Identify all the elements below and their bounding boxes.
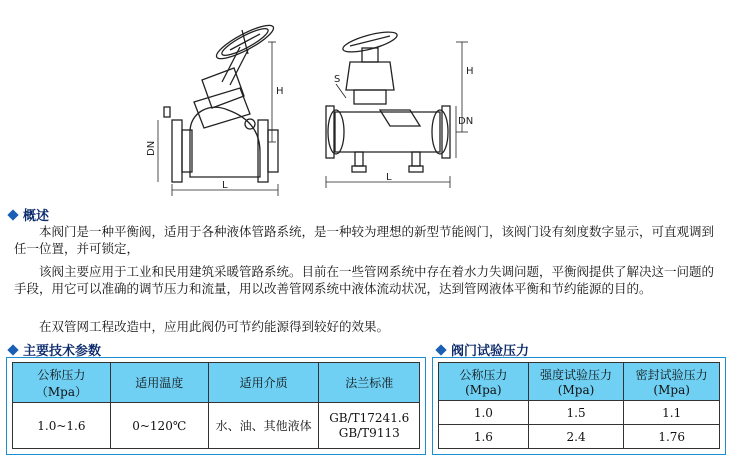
valve-drawing	[146, 2, 620, 202]
overview-paragraph-3: 在双管网工程改造中，应用此阀仍可节约能源得到较好的效果。	[39, 319, 390, 334]
left-h-label: H	[276, 86, 284, 97]
test-header-nominal: 公称压力 (Mpa)	[439, 363, 529, 401]
table-row-1-nominal: 1.0	[439, 401, 529, 425]
specs-cell-medium: 水、油、其他液体	[208, 403, 319, 449]
right-l-label: L	[386, 172, 392, 183]
overview-paragraph-1: 本阀门是一种平衡阀，适用于各种液体管路系统，是一种较为理想的新型节能阀门，该阀门设有刻度数字显示，可直观调到任一位置，并可锁定，	[14, 224, 715, 256]
overview-paragraph-2: 该阀主要应用于工业和民用建筑采暖管路系统。目前在一些管网系统中存在着水力失调问题，平衡阀提供了解决这一问题的手段，用它可以准确的调节压力和流量，用以改善管网系统中液体流动状况，达到管网液体平衡和节约能源的目的。	[14, 264, 715, 296]
table-row-1-strength: 1.5	[528, 401, 624, 425]
specs-cell-flange: GB/T17241.6 GB/T9113	[319, 403, 420, 449]
right-h-label: H	[466, 66, 474, 77]
table-row-2-strength: 2.4	[528, 425, 624, 449]
diamond-bullet-icon	[7, 209, 18, 220]
left-l-label: L	[222, 180, 228, 191]
table-row-2-nominal: 1.6	[439, 425, 529, 449]
overview-heading: 概述	[6, 205, 49, 224]
test-header-strength: 强度试验压力 (Mpa)	[528, 363, 624, 401]
table-row-2-seal: 1.76	[624, 425, 720, 449]
specs-header-flange: 法兰标准	[319, 363, 420, 403]
diamond-bullet-icon	[7, 344, 18, 355]
specs-header-pressure: 公称压力 （Mpa）	[13, 363, 111, 403]
specs-cell-temperature: 0~120℃	[110, 403, 208, 449]
specs-header-medium: 适用介质	[208, 363, 319, 403]
specs-heading: 主要技术参数	[6, 340, 101, 359]
right-s-label: S	[334, 74, 341, 85]
specs-header-temperature: 适用温度	[110, 363, 208, 403]
right-dn-label: DN	[458, 116, 474, 127]
test-header-seal: 密封试验压力 (Mpa)	[624, 363, 720, 401]
specs-cell-pressure: 1.0~1.6	[13, 403, 111, 449]
test-pressure-heading: 阀门试验压力	[434, 340, 529, 359]
test-pressure-table	[438, 362, 720, 449]
table-row-1-seal: 1.1	[624, 401, 720, 425]
diamond-bullet-icon	[435, 344, 446, 355]
left-dn-label: DN	[146, 140, 157, 156]
specs-table	[12, 362, 420, 449]
